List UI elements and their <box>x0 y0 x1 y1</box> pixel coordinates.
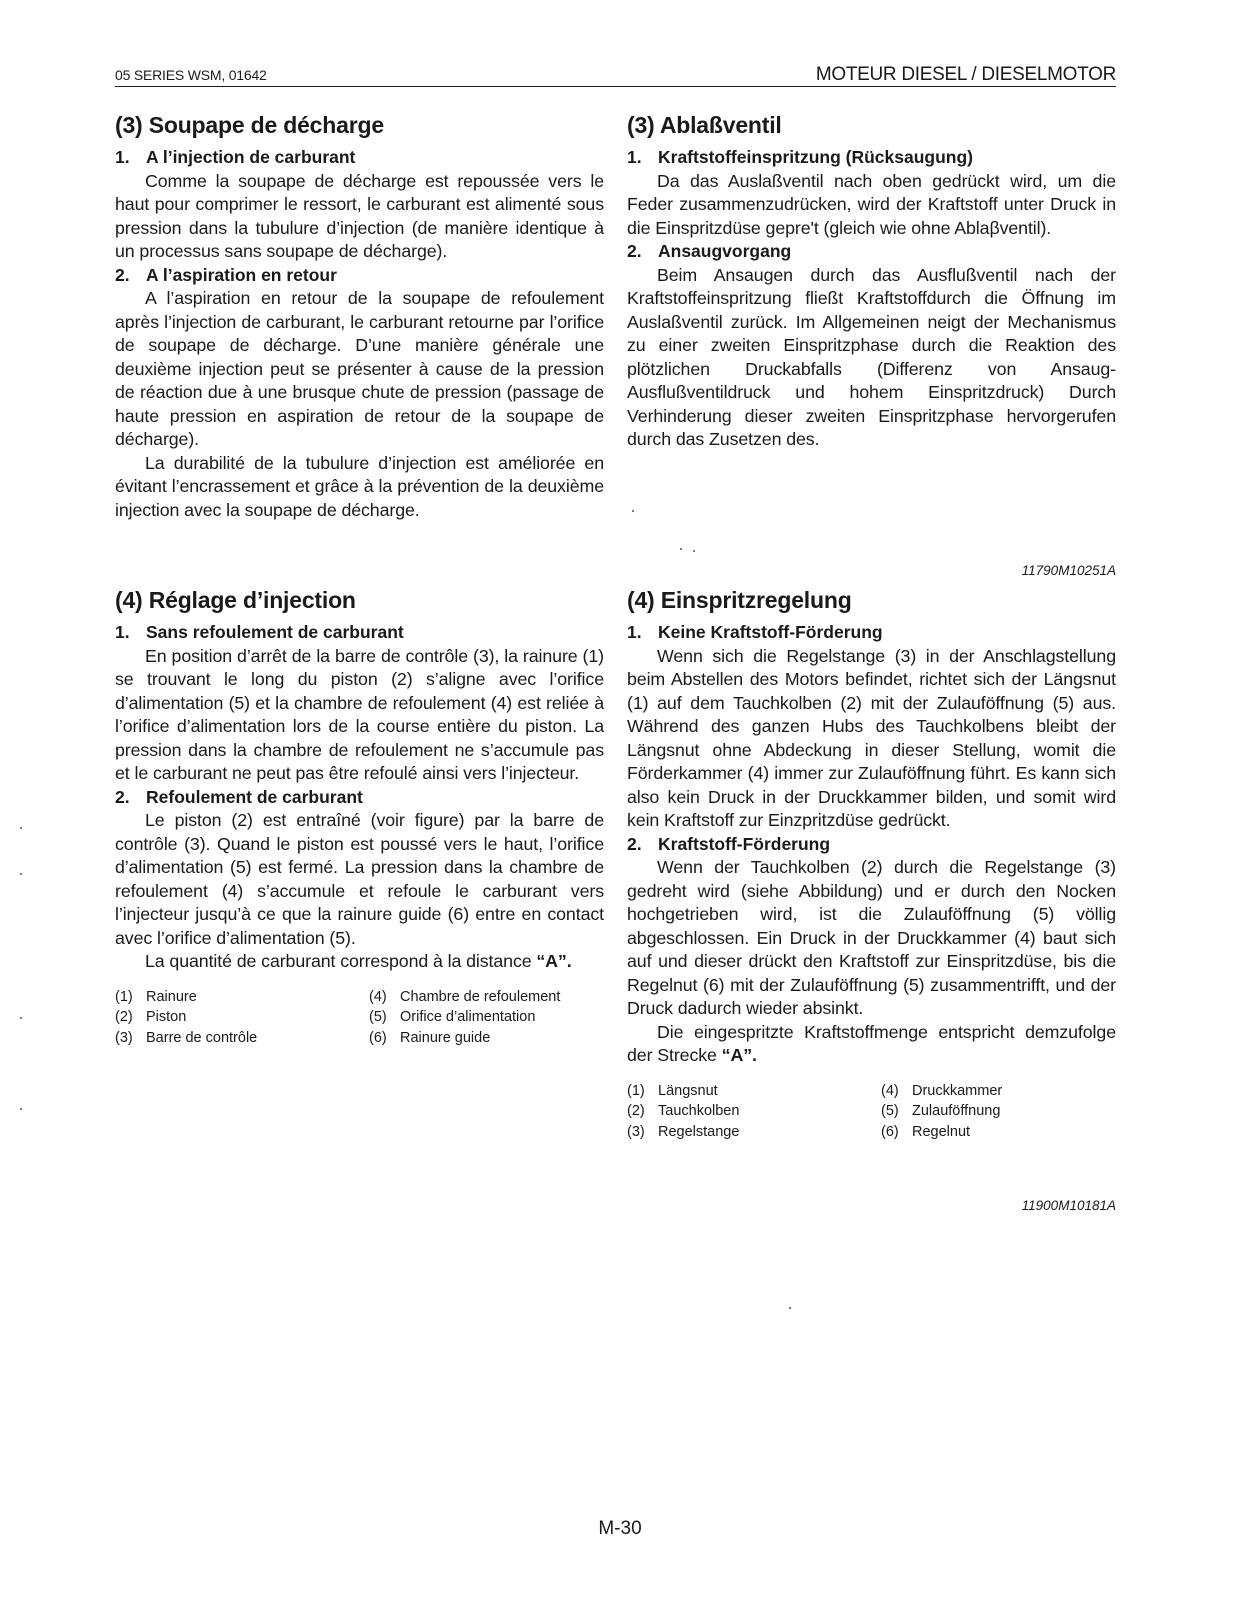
de-s3-paragraph-2: Beim Ansaugen durch das Ausflußventil nach der Kraftstoffeinspritzung fließt Kraftstoffdurch die Öffnung im Auslaßventil zurück. Im Allgemeinen neigt der Mechanismus zu einer zweiten Einspritzphase durch die Reaktion des plötzlichen Druckabfalls (Differenz von Ansaug-Ausflußventildruck und hohem Einspritzdruck) Durch Verhinderung dieser zweiten Einspritzphase hervorgerufen durch das Zusetzen des. <box>627 264 1116 449</box>
de-s4-paragraph-1: Wenn sich die Regelstange (3) in der Anschlagstellung beim Abstellen des Motors befindet, richtet sich der Längsnut (1) auf dem Tauchkolben (2) mit der Zulauföffnung (5) aus. Während des ganzen Hubs des Tauchkolbens bleibt der Längsnut ohne Abdeckung in dieser Stellung, womit die Förderkammer (4) immer zur Zulauföffnung führt. Es kann sich also kein Druck in der Druckkammer bilden, und somit wird kein Kraftstoff zur Einzpritzdüse gedrückt. <box>627 645 1116 830</box>
legend-label: Regelstange <box>658 1123 740 1140</box>
de-s4-p3-distance: “A”. <box>721 1045 757 1065</box>
de-s4-subheading-1 <box>627 621 1116 645</box>
fr-s3-paragraph-1: Comme la soupape de décharge est repoussée vers le haut pour comprimer le ressort, le carburant est alimenté sous pression dans la tubulure d’injection (de manière identique à un processus sans soupape de décharge). <box>115 170 604 261</box>
scan-speck <box>693 550 695 552</box>
de-s3-sub2-title: Ansaugvorgang <box>658 241 792 261</box>
fr-s4-subheading-2 <box>115 786 604 810</box>
fr-s4-paragraph-3 <box>115 950 604 974</box>
fr-s4-sub1-number: 1. <box>115 622 130 642</box>
fr-s3-subheading-1 <box>115 146 604 170</box>
de-s4-reference-code: 11900M10181A <box>1021 1198 1116 1213</box>
scan-speck <box>632 510 634 512</box>
fr-section-3 <box>115 110 604 522</box>
de-s3-paragraph-1: Da das Auslaßventil nach oben gedrückt wird, um die Feder zusammenzudrücken, wird der Kraftstoff unter Druck in die Einspritzdüse gepre't (gleich wie ohne Ablaβventil). <box>627 170 1116 238</box>
de-s3-sub2-number: 2. <box>627 241 642 261</box>
de-section-3 <box>627 110 1116 452</box>
legend-number: (5) <box>369 1009 387 1025</box>
fr-s3-sub2-title: A l’aspiration en retour <box>146 264 337 285</box>
de-s4-legend <box>627 1082 1116 1143</box>
fr-s3-sub2-number: 2. <box>115 264 130 285</box>
legend-number: (3) <box>627 1123 645 1140</box>
header-document-id: 05 SERIES WSM, 01642 <box>115 67 267 83</box>
legend-item <box>881 1102 1121 1122</box>
scan-speck <box>20 873 22 875</box>
legend-number: (6) <box>369 1029 387 1046</box>
legend-number: (1) <box>627 1082 645 1099</box>
legend-label: Druckkammer <box>912 1082 1003 1099</box>
legend-item <box>627 1082 881 1102</box>
legend-item <box>115 1008 369 1028</box>
legend-number: (2) <box>115 1009 133 1025</box>
legend-label: Orifice d’alimentation <box>400 1009 536 1025</box>
legend-label: Rainure <box>146 988 197 1005</box>
de-section-4-title: (4) Einspritzregelung <box>627 587 852 613</box>
de-s4-paragraph-2: Wenn der Tauchkolben (2) durch die Regelstange (3) gedreht wird (siehe Abbildung) und er durch den Nocken hochgetrieben wird, ist die Zulauföffnung (5) völlig abgeschlossen. Ein Druck in der Druckkammer (4) baut sich auf und dieser drückt den Kraftstoff zur Einspritzdüse, bis die Regelnut (6) mit der Zulauföffnung (5) zusammentrifft, und der Druck dadurch wieder absinkt. <box>627 857 1116 1018</box>
legend-number: (2) <box>627 1103 645 1119</box>
legend-label: Rainure guide <box>400 1029 491 1046</box>
legend-item <box>115 988 369 1008</box>
fr-s4-p3-distance: “A”. <box>536 951 572 971</box>
legend-item <box>369 988 609 1008</box>
header-section-title: MOTEUR DIESEL / DIESELMOTOR <box>815 64 1116 85</box>
scan-speck <box>20 827 22 829</box>
fr-s3-subheading-2 <box>115 264 604 288</box>
legend-item <box>881 1123 1121 1143</box>
fr-s4-sub2-title: Refoulement de carburant <box>146 786 363 807</box>
de-section-3-title: (3) Ablaßventil <box>627 112 782 138</box>
fr-section-3-title: (3) Soupape de décharge <box>115 112 384 138</box>
de-s4-p3-text: Die eingespritzte Kraftstoffmenge entspricht demzufolge der Strecke <box>627 1021 1116 1065</box>
fr-s4-subheading-1 <box>115 621 604 645</box>
legend-item <box>115 1029 369 1049</box>
de-s3-sub1-number: 1. <box>627 147 642 167</box>
legend-number: (3) <box>115 1029 133 1046</box>
de-s3-reference-code: 11790M10251A <box>1021 563 1116 578</box>
page-number: M-30 <box>598 1518 642 1539</box>
legend-label: Chambre de refoulement <box>400 988 561 1005</box>
legend-number: (4) <box>881 1082 899 1099</box>
de-s4-sub2-title: Kraftstoff-Förderung <box>658 833 831 854</box>
legend-item <box>369 1008 609 1028</box>
de-s3-subheading-1 <box>627 146 1116 170</box>
de-s3-subheading-2 <box>627 240 1116 264</box>
legend-item <box>881 1082 1121 1102</box>
de-s4-sub1-number: 1. <box>627 622 642 642</box>
legend-label: Barre de contrôle <box>146 1029 258 1046</box>
fr-s4-paragraph-1: En position d’arrêt de la barre de contrôle (3), la rainure (1) se trouvant le long du piston (2) s’aligne avec l’orifice d’alimentation (5) et la chambre de refoulement (4) est reliée à l’orifice d’alimentation lors de la course entière du piston. La pression dans la chambre de refoulement ne s’accumule pas et le carburant ne peut pas être refoulé ainsi vers l’injecteur. <box>115 645 604 783</box>
de-s4-sub2-number: 2. <box>627 833 642 854</box>
de-s4-subheading-2 <box>627 833 1116 857</box>
de-s3-sub1-title: Kraftstoffeinspritzung (Rücksaugung) <box>658 147 973 167</box>
scan-speck <box>20 1017 22 1019</box>
scan-speck <box>789 1307 791 1309</box>
legend-item <box>369 1029 609 1049</box>
legend-number: (1) <box>115 988 133 1005</box>
legend-label: Piston <box>146 1009 187 1025</box>
fr-s3-sub1-title: A l’injection de carburant <box>146 147 356 167</box>
legend-number: (5) <box>881 1103 899 1119</box>
de-s4-paragraph-3 <box>627 1021 1116 1068</box>
legend-label: Regelnut <box>912 1123 971 1140</box>
fr-section-4-title: (4) Réglage d’injection <box>115 587 356 613</box>
de-section-4 <box>627 585 1116 1142</box>
fr-s4-legend <box>115 988 604 1049</box>
scan-speck <box>680 548 682 550</box>
legend-label: Zulauföffnung <box>912 1103 1001 1119</box>
fr-s3-sub1-number: 1. <box>115 147 130 167</box>
legend-number: (4) <box>369 988 387 1005</box>
scan-speck <box>20 1108 22 1110</box>
header-rule <box>115 86 1116 87</box>
legend-label: Längsnut <box>658 1082 718 1099</box>
fr-s4-sub2-number: 2. <box>115 786 130 807</box>
legend-item <box>627 1102 881 1122</box>
fr-s3-paragraph-3: La durabilité de la tubulure d’injection est améliorée en évitant l’encrassement et grâce à la prévention de la deuxième injection avec la soupape de décharge. <box>115 452 604 520</box>
fr-s4-p3-text: La quantité de carburant correspond à la distance <box>145 951 537 971</box>
fr-s4-sub1-title: Sans refoulement de carburant <box>146 622 404 642</box>
fr-section-4 <box>115 585 604 1048</box>
legend-item <box>627 1123 881 1143</box>
legend-label: Tauchkolben <box>658 1103 740 1119</box>
de-s4-sub1-title: Keine Kraftstoff-Förderung <box>658 622 883 642</box>
fr-s4-paragraph-2: Le piston (2) est entraîné (voir figure) par la barre de contrôle (3). Quand le piston est poussé vers le haut, l’orifice d’alimentation (5) est fermé. La pression dans la chambre de refoulement (4) s’accumule et refoule le carburant vers l’injecteur jusqu’à ce que la rainure guide (6) entre en contact avec l’orifice d’alimentation (5). <box>115 810 604 948</box>
legend-number: (6) <box>881 1123 899 1140</box>
fr-s3-paragraph-2: A l’aspiration en retour de la soupape de refoulement après l’injection de carburant, le carburant retourne par l’orifice de soupape de décharge. D’une manière générale une deuxième injection peut se présenter à cause de la pression de réaction due à une brusque chute de pression (passage de haute pression en aspiration de retour de la soupape de décharge). <box>115 288 604 449</box>
